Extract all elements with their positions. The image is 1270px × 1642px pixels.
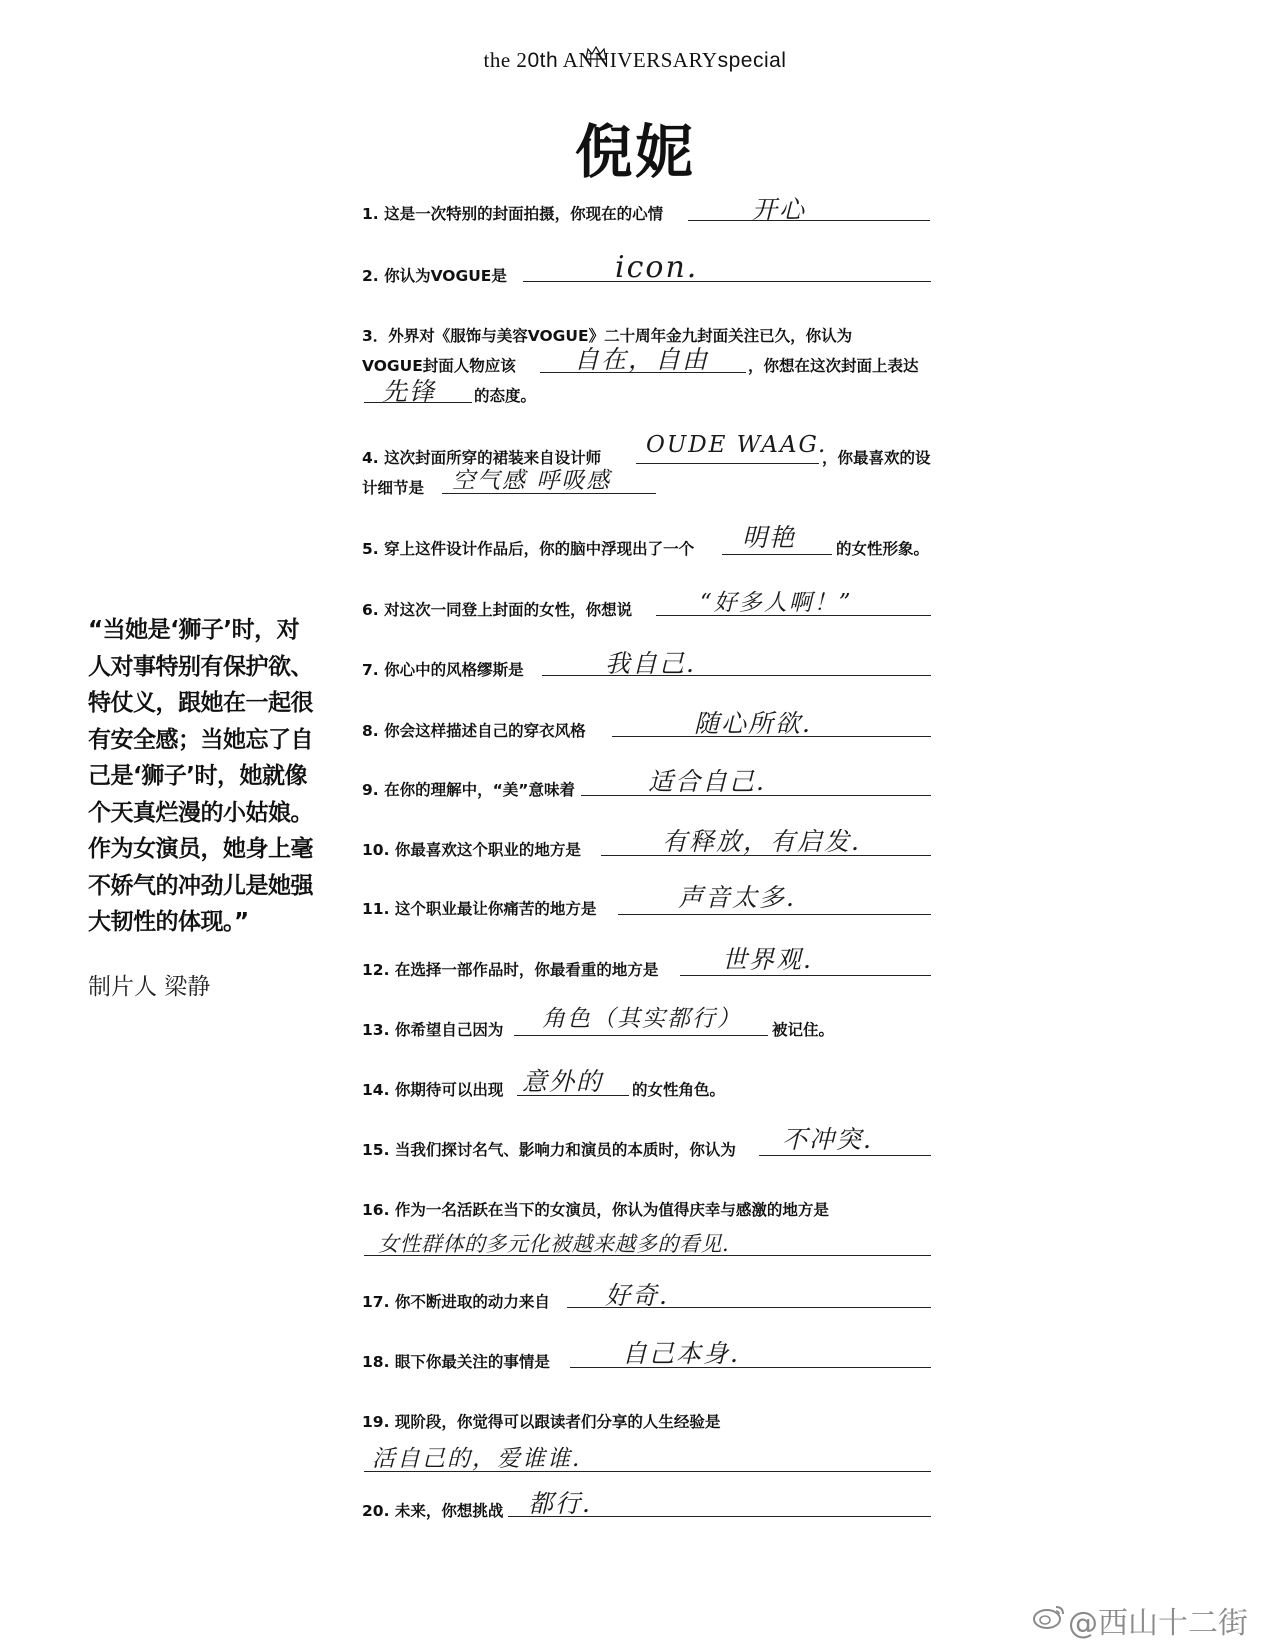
answer-line-5 bbox=[722, 554, 832, 555]
question-14: 14. 你期待可以出现 bbox=[362, 1081, 504, 1099]
question-16: 16. 作为一名活跃在当下的女演员，你认为值得庆幸与感激的地方是 bbox=[362, 1201, 829, 1219]
answer-2: icon. bbox=[615, 250, 699, 285]
answer-7: 我自己. bbox=[605, 649, 696, 678]
question-19: 19. 现阶段，你觉得可以跟读者们分享的人生经验是 bbox=[362, 1413, 721, 1431]
question-2: 2. 你认为VOGUE是 bbox=[362, 267, 507, 285]
answer-10: 有释放，有启发. bbox=[662, 827, 861, 856]
answer-line-4a bbox=[636, 463, 819, 464]
answer-4a: OUDE WAAG. bbox=[646, 432, 828, 458]
question-17: 17. 你不断进取的动力来自 bbox=[362, 1293, 550, 1311]
question-20: 20. 未来，你想挑战 bbox=[362, 1502, 504, 1520]
answer-17: 好奇. bbox=[605, 1281, 669, 1310]
watermark: @西山十二街 bbox=[1068, 1606, 1248, 1641]
question-15: 15. 当我们探讨名气、影响力和演员的本质时，你认为 bbox=[362, 1141, 736, 1159]
answer-line-2 bbox=[523, 281, 931, 282]
question-3-line-4: 的态度。 bbox=[474, 387, 537, 405]
question-5: 5. 穿上这件设计作品后，你的脑中浮现出了一个 bbox=[362, 540, 695, 558]
question-4-line-2: ，你最喜欢的设 bbox=[822, 449, 931, 467]
question-12: 12. 在选择一部作品时，你最看重的地方是 bbox=[362, 961, 659, 979]
answer-15: 不冲突. bbox=[782, 1125, 873, 1154]
answer-19: 活自己的，爱谁谁. bbox=[372, 1446, 582, 1472]
question-6: 6. 对这次一同登上封面的女性，你想说 bbox=[362, 601, 633, 619]
answer-20: 都行. bbox=[528, 1489, 592, 1518]
question-5-suffix: 的女性形象。 bbox=[836, 540, 930, 558]
answer-3a: 自在，自由 bbox=[574, 345, 710, 374]
answer-11: 声音太多. bbox=[678, 883, 796, 912]
answer-line-11 bbox=[618, 914, 931, 915]
answer-line-7 bbox=[542, 675, 931, 676]
quote-author: 制片人 梁静 bbox=[88, 974, 211, 1000]
answer-line-13 bbox=[514, 1035, 768, 1036]
question-13-suffix: 被记住。 bbox=[772, 1021, 835, 1039]
answer-line-1 bbox=[688, 220, 930, 221]
answer-14: 意外的 bbox=[522, 1067, 604, 1096]
answer-1: 开心 bbox=[752, 195, 807, 224]
question-10: 10. 你最喜欢这个职业的地方是 bbox=[362, 841, 581, 859]
question-3-line-1: 3．外界对《服饰与美容VOGUE》二十周年金九封面关注已久，你认为 bbox=[362, 327, 853, 345]
question-7: 7. 你心中的风格缪斯是 bbox=[362, 661, 524, 679]
question-3-line-3: ，你想在这次封面上表达 bbox=[748, 357, 919, 375]
answer-4b: 空气感 呼吸感 bbox=[452, 468, 612, 494]
question-13: 13. 你希望自己因为 bbox=[362, 1021, 504, 1039]
weibo-icon bbox=[1032, 1603, 1066, 1629]
question-9: 9. 在你的理解中，“美”意味着 bbox=[362, 781, 575, 799]
anniversary-header: the 20th ANNIVERSARYspecial bbox=[483, 48, 787, 72]
question-11: 11. 这个职业最让你痛苦的地方是 bbox=[362, 900, 597, 918]
answer-9: 适合自己. bbox=[648, 767, 766, 796]
question-18: 18. 眼下你最关注的事情是 bbox=[362, 1353, 550, 1371]
answer-6: “好多人啊！” bbox=[700, 590, 853, 616]
question-4-line-3: 计细节是 bbox=[362, 479, 425, 497]
answer-5: 明艳 bbox=[742, 523, 797, 552]
answer-3b: 先锋 bbox=[382, 377, 437, 406]
question-14-suffix: 的女性角色。 bbox=[632, 1081, 726, 1099]
answer-13: 角色（其实都行） bbox=[542, 1006, 742, 1032]
question-1: 1. 这是一次特别的封面拍摄，你现在的心情 bbox=[362, 205, 664, 223]
answer-18: 自己本身. bbox=[622, 1339, 740, 1368]
page-title: 倪妮 bbox=[574, 118, 695, 186]
question-8: 8. 你会这样描述自己的穿衣风格 bbox=[362, 722, 586, 740]
question-4-line-1: 4. 这次封面所穿的裙装来自设计师 bbox=[362, 449, 602, 467]
answer-8: 随心所欲. bbox=[694, 709, 812, 738]
answer-12: 世界观. bbox=[722, 945, 813, 974]
answer-16: 女性群体的多元化被越来越多的看见. bbox=[378, 1232, 730, 1256]
question-3-line-2: VOGUE封面人物应该 bbox=[362, 357, 516, 375]
pull-quote: “当她是‘狮子’时，对人对事特别有保护欲、特仗义，跟她在一起很有安全感；当她忘了自己是‘狮子’时，她就像个天真烂漫的小姑娘。作为女演员，她身上毫不娇气的冲劲儿是她强大韧性的体现。” bbox=[88, 617, 313, 935]
